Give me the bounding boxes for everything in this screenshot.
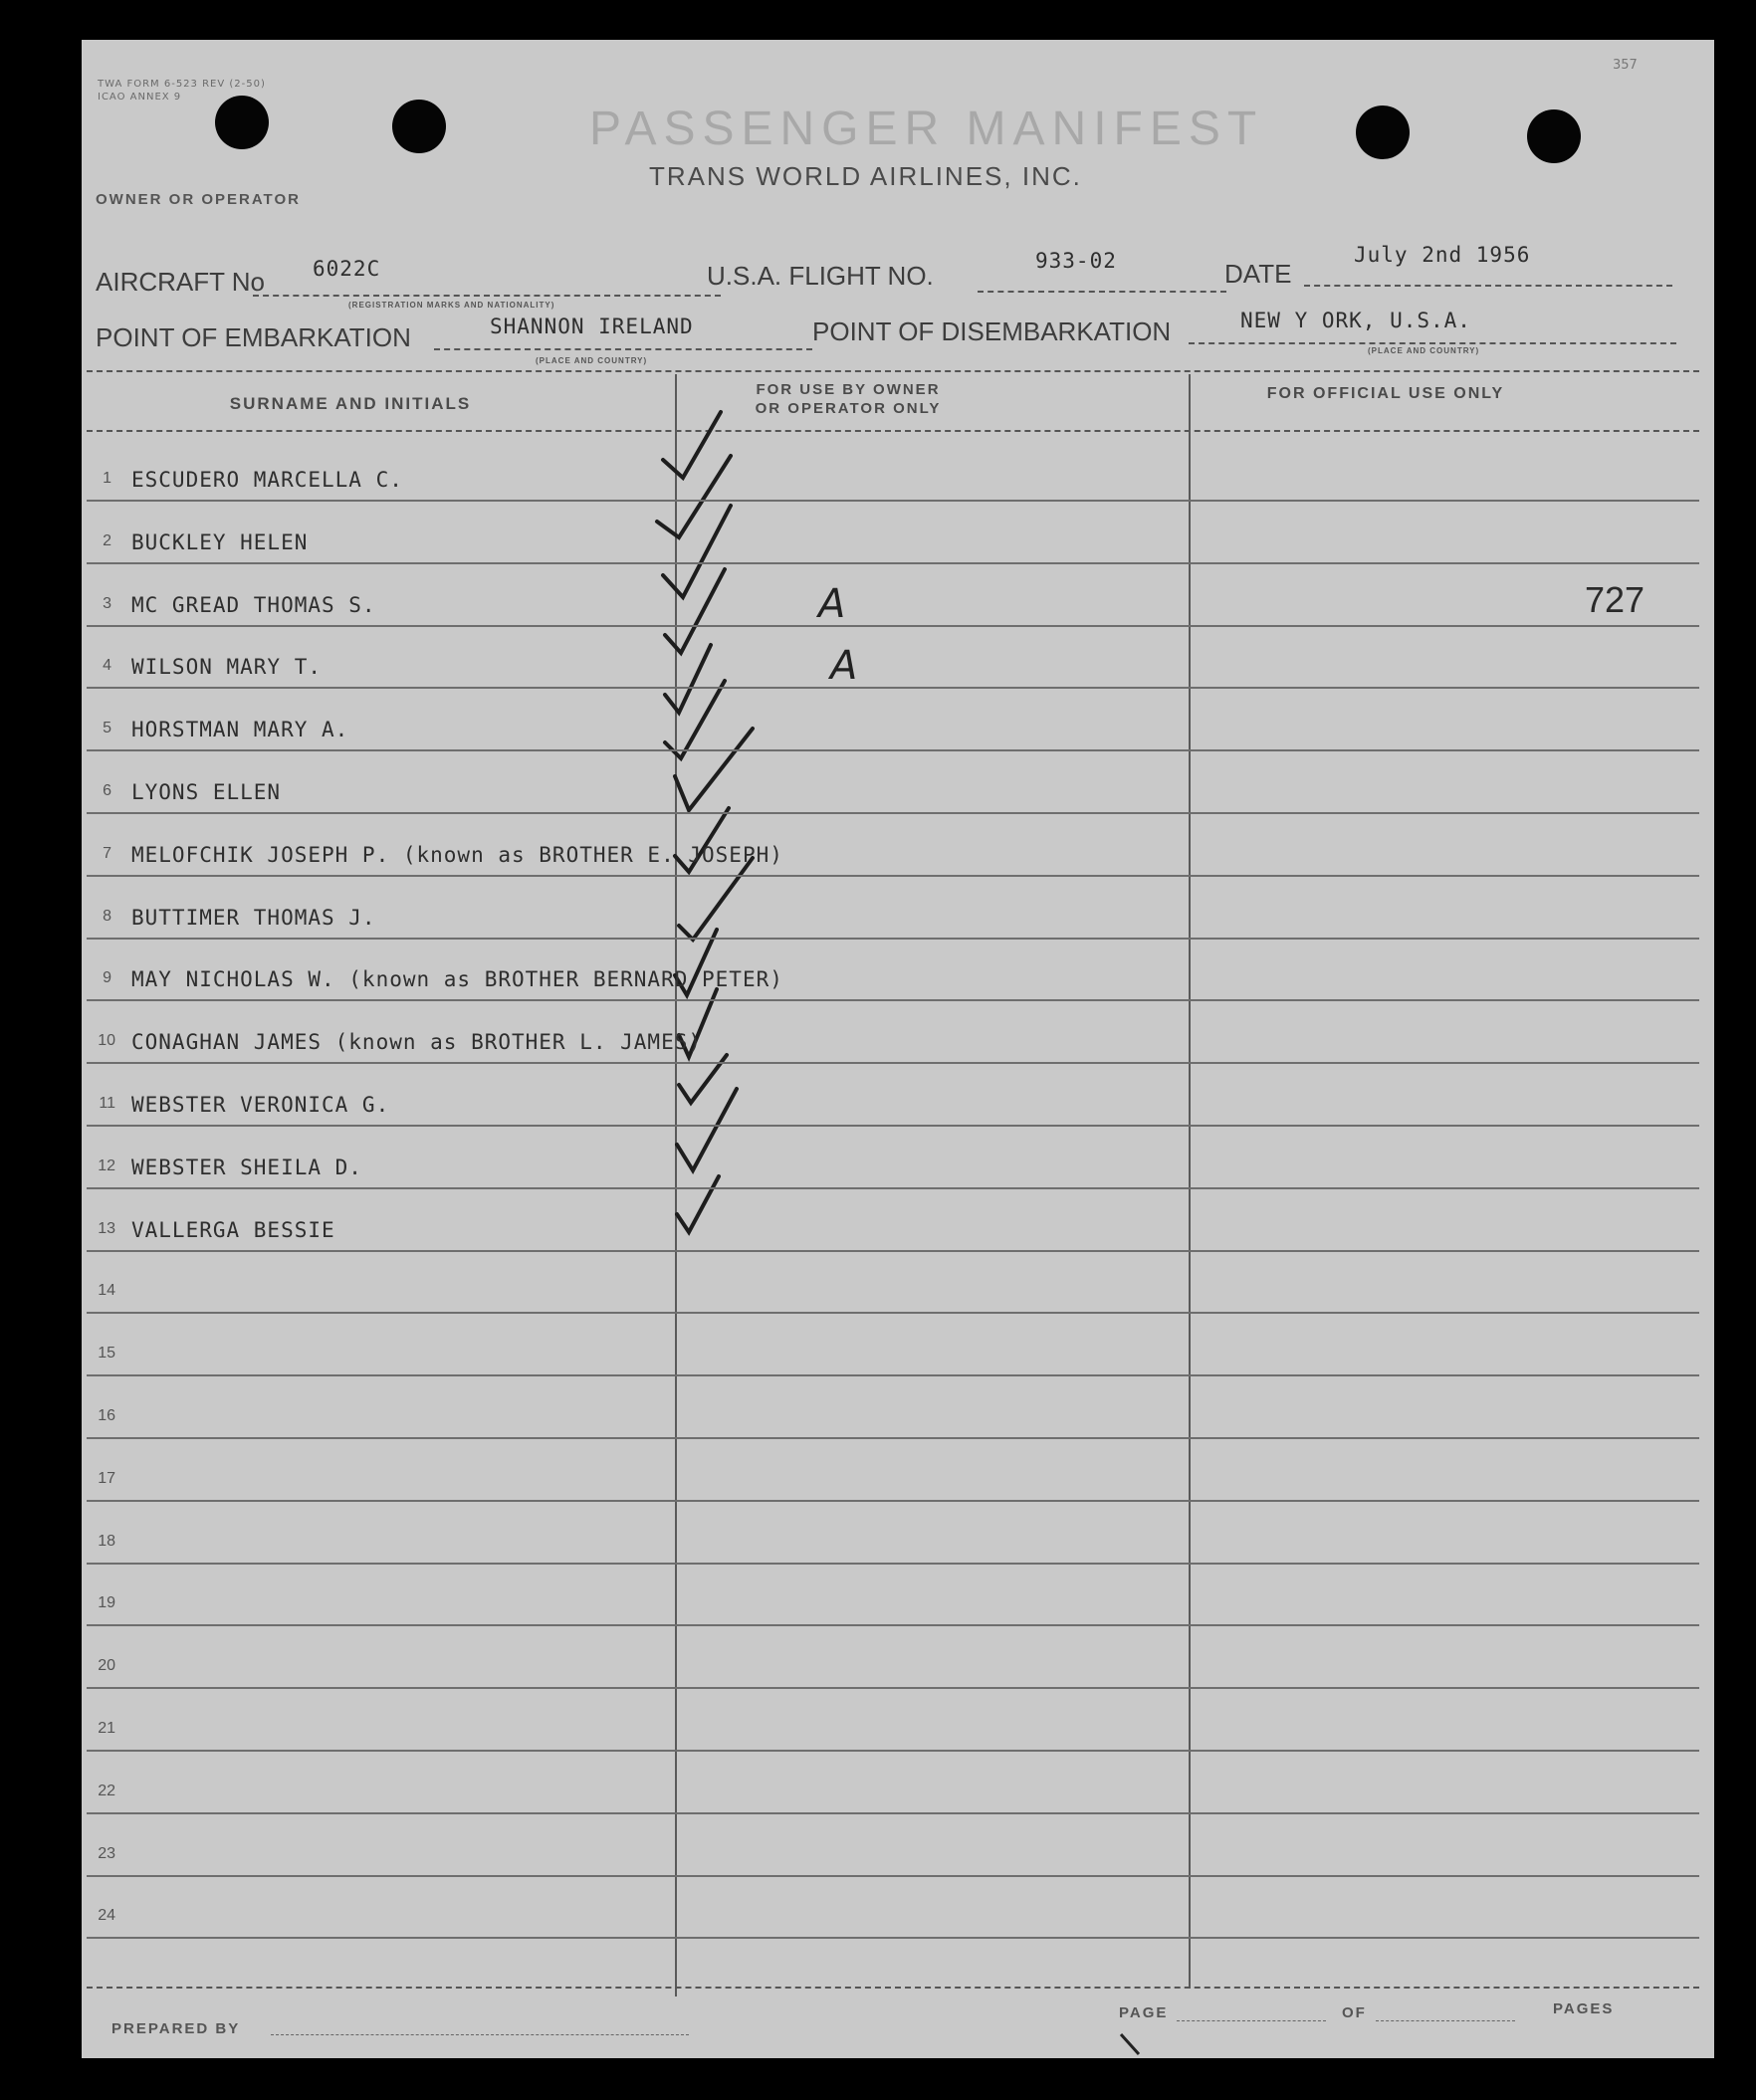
manifest-title: PASSENGER MANIFEST	[589, 103, 1264, 155]
of-underline	[1376, 2020, 1515, 2021]
disembarkation-label: POINT OF DISEMBARKATION	[812, 316, 1172, 346]
aircraft-value: 6022C	[313, 257, 381, 281]
row-rule	[87, 1437, 1699, 1439]
row-rule	[87, 1125, 1699, 1127]
row-number: 14	[98, 1282, 115, 1300]
passenger-name: HORSTMAN MARY A.	[131, 718, 349, 742]
page-underline	[1177, 2020, 1326, 2021]
row-number: 3	[103, 594, 111, 612]
row-rule	[87, 562, 1699, 564]
passenger-name: CONAGHAN JAMES (known as BROTHER L. JAMES)	[131, 1030, 703, 1055]
embarkation-value: SHANNON IRELAND	[490, 315, 694, 338]
embarkation-note: (PLACE AND COUNTRY)	[536, 356, 648, 365]
column-owner-use-line: FOR USE BY OWNER	[756, 381, 941, 398]
row-number: 17	[98, 1469, 115, 1487]
owner-operator-label: OWNER OR OPERATOR	[96, 191, 301, 208]
page-stamp: 357	[1613, 58, 1638, 73]
pen-stroke-icon	[1121, 2034, 1139, 2054]
header-top-rule	[87, 370, 1699, 372]
row-number: 10	[98, 1032, 115, 1050]
prepared-by-label: PREPARED BY	[111, 2020, 241, 2037]
flight-underline	[978, 291, 1226, 293]
row-rule	[87, 1062, 1699, 1064]
pen-stroke-mark	[1117, 2030, 1147, 2060]
date-label: DATE	[1224, 259, 1292, 289]
row-rule	[87, 1250, 1699, 1252]
date-value: July 2nd 1956	[1354, 243, 1531, 267]
passenger-name: VALLERGA BESSIE	[131, 1217, 335, 1242]
row-rule	[87, 1187, 1699, 1189]
disembarkation-value: NEW Y ORK, U.S.A.	[1240, 309, 1471, 332]
owner-mark: A	[830, 643, 858, 690]
passenger-name: WILSON MARY T.	[131, 655, 323, 680]
embarkation-label: POINT OF EMBARKATION	[96, 322, 411, 352]
column-surname: SURNAME AND INITIALS	[229, 394, 472, 413]
passenger-name: LYONS ELLEN	[131, 780, 282, 804]
row-number: 11	[99, 1095, 115, 1112]
passenger-name: MC GREAD THOMAS S.	[131, 592, 376, 617]
row-rule	[87, 1812, 1699, 1814]
row-number: 8	[103, 907, 111, 925]
row-number: 16	[98, 1407, 115, 1424]
page-label: PAGE	[1119, 2004, 1169, 2021]
row-rule	[87, 812, 1699, 814]
row-rule	[87, 1563, 1699, 1565]
form-code-line: TWA FORM 6-523 REV (2-50)	[98, 79, 266, 90]
aircraft-note: (REGISTRATION MARKS AND NATIONALITY)	[348, 301, 555, 310]
row-rule	[87, 1500, 1699, 1502]
column-divider	[1189, 374, 1191, 1989]
manifest-sheet	[82, 40, 1714, 2058]
passenger-name: MAY NICHOLAS W. (known as BROTHER BERNARD PETER)	[131, 967, 783, 992]
column-official: FOR OFFICIAL USE ONLY	[1266, 385, 1505, 402]
aircraft-underline	[253, 295, 721, 297]
date-underline	[1304, 285, 1672, 287]
prepared-by-underline	[271, 2034, 689, 2035]
row-number: 4	[103, 657, 111, 675]
flight-label: U.S.A. FLIGHT NO.	[707, 261, 934, 291]
row-rule	[87, 687, 1699, 689]
embarkation-underline	[434, 348, 812, 350]
row-number: 22	[98, 1782, 115, 1799]
passenger-name: ESCUDERO MARCELLA C.	[131, 468, 403, 492]
row-number: 15	[98, 1345, 115, 1363]
row-number: 12	[98, 1156, 115, 1174]
row-number: 1	[103, 470, 111, 487]
row-rule	[87, 1875, 1699, 1877]
row-number: 21	[98, 1720, 115, 1737]
flight-value: 933-02	[1035, 249, 1117, 273]
row-number: 19	[98, 1594, 115, 1612]
column-owner-use-line: OR OPERATOR ONLY	[755, 400, 942, 417]
pages-label: PAGES	[1553, 2000, 1615, 2017]
row-rule	[87, 749, 1699, 751]
row-number: 24	[98, 1907, 115, 1925]
form-code-line: ICAO ANNEX 9	[98, 92, 182, 103]
official-entry: 727	[1585, 578, 1646, 620]
passenger-name: WEBSTER VERONICA G.	[131, 1093, 390, 1117]
owner-mark: A	[818, 580, 846, 627]
disembarkation-underline	[1189, 342, 1676, 344]
row-number: 23	[98, 1844, 115, 1862]
row-number: 2	[103, 531, 111, 549]
row-rule	[87, 1937, 1699, 1939]
row-number: 9	[103, 969, 111, 987]
punch-hole	[215, 96, 269, 149]
airline-name: TRANS WORLD AIRLINES, INC.	[649, 161, 1082, 191]
aircraft-label: AIRCRAFT No	[96, 267, 265, 297]
row-number: 6	[103, 782, 111, 799]
row-number: 5	[103, 720, 111, 737]
footer-rule	[87, 1987, 1699, 1989]
passenger-name: MELOFCHIK JOSEPH P. (known as BROTHER E. JOSEPH)	[131, 842, 783, 867]
row-rule	[87, 1687, 1699, 1689]
row-number: 18	[98, 1532, 115, 1550]
passenger-name: BUTTIMER THOMAS J.	[131, 905, 376, 930]
header-bottom-rule	[87, 430, 1699, 432]
row-number: 7	[103, 844, 111, 862]
row-rule	[87, 500, 1699, 502]
row-number: 20	[98, 1657, 115, 1675]
passenger-name: WEBSTER SHEILA D.	[131, 1155, 362, 1179]
row-rule	[87, 875, 1699, 877]
punch-hole	[1356, 105, 1410, 159]
row-rule	[87, 938, 1699, 940]
row-rule	[87, 625, 1699, 627]
row-rule	[87, 1624, 1699, 1626]
passenger-name: BUCKLEY HELEN	[131, 529, 309, 554]
row-rule	[87, 999, 1699, 1001]
punch-hole	[392, 100, 446, 153]
disembarkation-note: (PLACE AND COUNTRY)	[1368, 346, 1480, 355]
row-number: 13	[98, 1219, 115, 1237]
row-rule	[87, 1374, 1699, 1376]
check-mark-icon	[657, 412, 753, 1232]
row-rule	[87, 1312, 1699, 1314]
row-rule	[87, 1750, 1699, 1752]
form-code	[98, 78, 266, 104]
of-label: OF	[1342, 2004, 1367, 2021]
punch-hole	[1527, 109, 1581, 163]
